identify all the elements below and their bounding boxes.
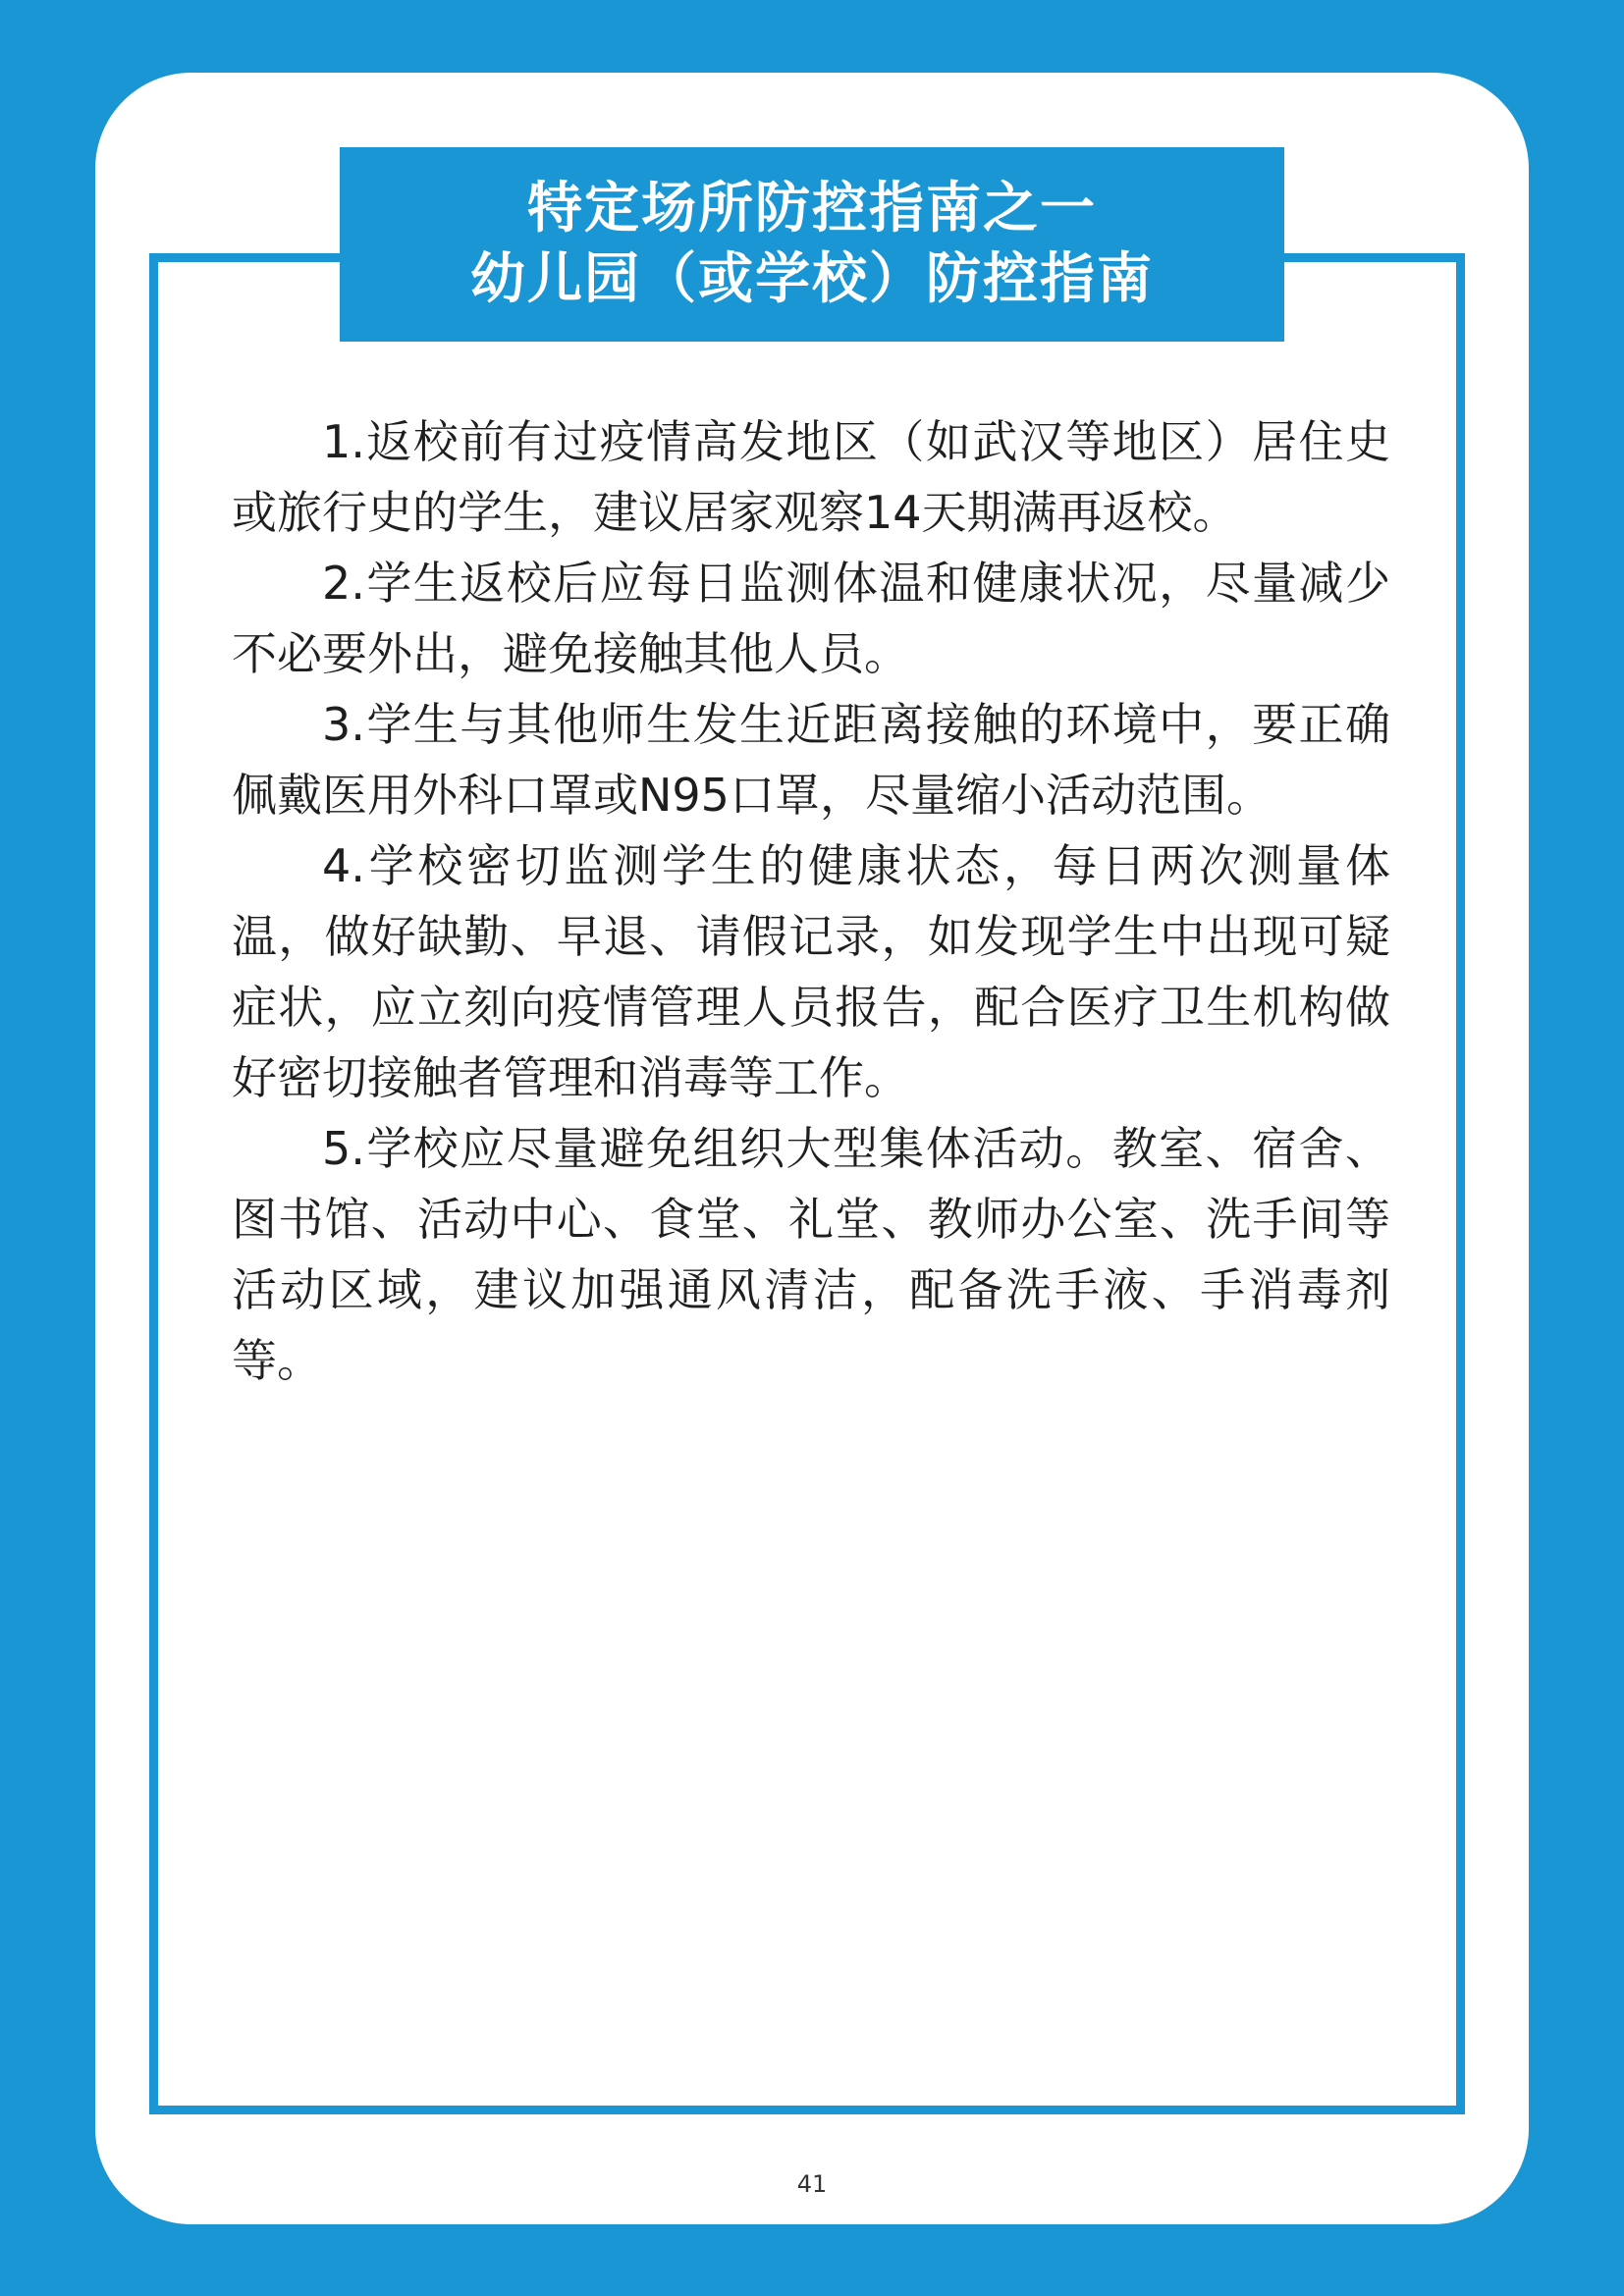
guideline-item-5: 5.学校应尽量避免组织大型集体活动。教室、宿舍、图书馆、活动中心、食堂、礼堂、教师办公室、洗手间等活动区域，建议加强通风清洁，配备洗手液、手消毒剂等。 xyxy=(232,1122,1390,1387)
guideline-item-4: 4.学校密切监测学生的健康状态，每日两次测量体温，做好缺勤、早退、请假记录，如发现学生中出现可疑症状，应立刻向疫情管理人员报告，配合医疗卫生机构做好密切接触者管理和消毒等工作。 xyxy=(232,839,1390,1104)
guideline-item-1: 1.返校前有过疫情高发地区（如武汉等地区）居住史或旅行史的学生，建议居家观察14天期满再返校。 xyxy=(232,415,1390,539)
title-line-2: 幼儿园（或学校）防控指南 xyxy=(470,247,1154,311)
title-banner xyxy=(340,147,1284,342)
title-line-1: 特定场所防控指南之一 xyxy=(527,177,1097,240)
guideline-body xyxy=(232,406,1390,1396)
guideline-item-3: 3.学生与其他师生发生近距离接触的环境中，要正确佩戴医用外科口罩或N95口罩，尽量缩小活动范围。 xyxy=(232,698,1390,822)
guideline-item-2: 2.学生返校后应每日监测体温和健康状况，尽量减少不必要外出，避免接触其他人员。 xyxy=(232,557,1390,680)
page-number: 41 xyxy=(796,2170,828,2198)
